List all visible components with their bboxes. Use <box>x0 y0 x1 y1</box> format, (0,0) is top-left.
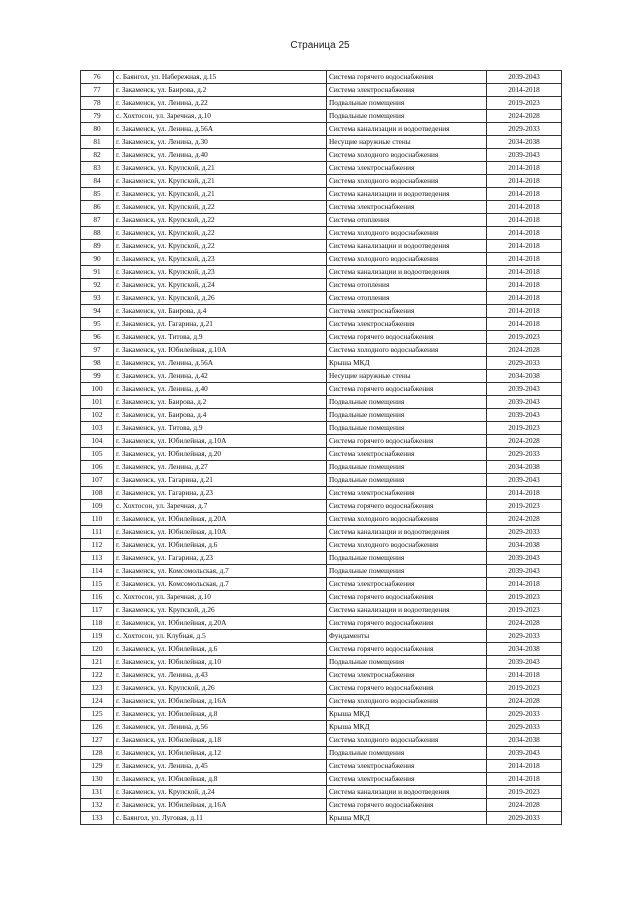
work-type-cell: Система горячего водоснабжения <box>327 682 487 695</box>
row-number-cell: 95 <box>81 318 114 331</box>
period-cell: 2024-2028 <box>487 435 562 448</box>
address-cell: г. Закаменск, ул. Крупской, д.22 <box>114 214 327 227</box>
address-cell: г. Закаменск, ул. Юбилейная, д.10А <box>114 526 327 539</box>
work-type-cell: Система электроснабжения <box>327 201 487 214</box>
work-type-cell: Система электроснабжения <box>327 305 487 318</box>
work-type-cell: Система канализации и водоотведения <box>327 786 487 799</box>
work-type-cell: Система электроснабжения <box>327 162 487 175</box>
row-number-cell: 123 <box>81 682 114 695</box>
table-row <box>81 487 562 500</box>
work-type-cell: Подвальные помещения <box>327 552 487 565</box>
table-row <box>81 214 562 227</box>
address-cell: г. Закаменск, ул. Юбилейная, д.18 <box>114 734 327 747</box>
period-cell: 2019-2023 <box>487 591 562 604</box>
address-cell: г. Закаменск, ул. Юбилейная, д.8 <box>114 773 327 786</box>
table-row <box>81 318 562 331</box>
address-cell: г. Закаменск, ул. Юбилейная, д.12 <box>114 747 327 760</box>
row-number-cell: 86 <box>81 201 114 214</box>
work-type-cell: Система отопления <box>327 214 487 227</box>
work-type-cell: Система горячего водоснабжения <box>327 799 487 812</box>
period-cell: 2029-2033 <box>487 123 562 136</box>
address-cell: г. Закаменск, ул. Юбилейная, д.10А <box>114 435 327 448</box>
address-cell: г. Закаменск, ул. Крупской, д.26 <box>114 604 327 617</box>
table-row <box>81 708 562 721</box>
address-cell: г. Закаменск, ул. Крупской, д.22 <box>114 227 327 240</box>
period-cell: 2024-2028 <box>487 695 562 708</box>
address-cell: г. Закаменск, ул. Комсомольская, д.7 <box>114 578 327 591</box>
work-type-cell: Система электроснабжения <box>327 448 487 461</box>
row-number-cell: 130 <box>81 773 114 786</box>
address-cell: г. Закаменск, ул. Юбилейная, д.6 <box>114 643 327 656</box>
address-cell: г. Закаменск, ул. Юбилейная, д.20А <box>114 617 327 630</box>
table-row <box>81 97 562 110</box>
row-number-cell: 102 <box>81 409 114 422</box>
work-type-cell: Система электроснабжения <box>327 487 487 500</box>
work-type-cell: Система холодного водоснабжения <box>327 734 487 747</box>
table-row <box>81 266 562 279</box>
period-cell: 2014-2018 <box>487 760 562 773</box>
row-number-cell: 106 <box>81 461 114 474</box>
row-number-cell: 87 <box>81 214 114 227</box>
address-cell: г. Закаменск, ул. Гагарина, д.23 <box>114 552 327 565</box>
work-type-cell: Подвальные помещения <box>327 396 487 409</box>
work-type-cell: Подвальные помещения <box>327 474 487 487</box>
row-number-cell: 126 <box>81 721 114 734</box>
period-cell: 2019-2023 <box>487 331 562 344</box>
table-row <box>81 552 562 565</box>
address-cell: г. Закаменск, ул. Ленина, д.43 <box>114 669 327 682</box>
row-number-cell: 133 <box>81 812 114 825</box>
table-row <box>81 201 562 214</box>
table-row <box>81 643 562 656</box>
address-cell: г. Закаменск, ул. Юбилейная, д.16А <box>114 695 327 708</box>
work-type-cell: Подвальные помещения <box>327 565 487 578</box>
work-type-cell: Система отопления <box>327 292 487 305</box>
table-row <box>81 578 562 591</box>
table-row <box>81 461 562 474</box>
period-cell: 2019-2023 <box>487 786 562 799</box>
row-number-cell: 104 <box>81 435 114 448</box>
period-cell: 2014-2018 <box>487 578 562 591</box>
address-cell: г. Закаменск, ул. Крупской, д.24 <box>114 279 327 292</box>
work-type-cell: Система холодного водоснабжения <box>327 175 487 188</box>
work-type-cell: Система электроснабжения <box>327 84 487 97</box>
table-row <box>81 747 562 760</box>
period-cell: 2014-2018 <box>487 305 562 318</box>
row-number-cell: 80 <box>81 123 114 136</box>
address-cell: г. Закаменск, ул. Ленина, д.22 <box>114 97 327 110</box>
address-cell: с. Хохтосон, ул. Заречная, д.10 <box>114 110 327 123</box>
period-cell: 2014-2018 <box>487 240 562 253</box>
address-cell: г. Закаменск, ул. Ленина, д.56А <box>114 357 327 370</box>
address-cell: г. Закаменск, ул. Комсомольская, д.7 <box>114 565 327 578</box>
period-cell: 2034-2038 <box>487 461 562 474</box>
table-row <box>81 656 562 669</box>
row-number-cell: 117 <box>81 604 114 617</box>
table-row <box>81 71 562 84</box>
work-type-cell: Система горячего водоснабжения <box>327 383 487 396</box>
work-type-cell: Система горячего водоснабжения <box>327 643 487 656</box>
table-row <box>81 396 562 409</box>
row-number-cell: 132 <box>81 799 114 812</box>
period-cell: 2024-2028 <box>487 110 562 123</box>
row-number-cell: 111 <box>81 526 114 539</box>
period-cell: 2019-2023 <box>487 97 562 110</box>
work-type-cell: Система канализации и водоотведения <box>327 123 487 136</box>
row-number-cell: 119 <box>81 630 114 643</box>
row-number-cell: 110 <box>81 513 114 526</box>
work-type-cell: Система горячего водоснабжения <box>327 71 487 84</box>
address-cell: г. Закаменск, ул. Ленина, д.56А <box>114 123 327 136</box>
row-number-cell: 82 <box>81 149 114 162</box>
work-type-cell: Система холодного водоснабжения <box>327 149 487 162</box>
table-row <box>81 188 562 201</box>
row-number-cell: 100 <box>81 383 114 396</box>
period-cell: 2014-2018 <box>487 84 562 97</box>
table-row <box>81 474 562 487</box>
address-cell: г. Закаменск, ул. Баирова, д.4 <box>114 409 327 422</box>
work-type-cell: Подвальные помещения <box>327 656 487 669</box>
period-cell: 2039-2043 <box>487 565 562 578</box>
address-cell: г. Закаменск, ул. Крупской, д.21 <box>114 162 327 175</box>
address-cell: г. Закаменск, ул. Титова, д.9 <box>114 331 327 344</box>
work-type-cell: Крыша МКД <box>327 357 487 370</box>
table-row <box>81 630 562 643</box>
row-number-cell: 129 <box>81 760 114 773</box>
work-type-cell: Несущие наружные стены <box>327 136 487 149</box>
period-cell: 2039-2043 <box>487 747 562 760</box>
address-cell: с. Баянгол, ул. Луговая, д.11 <box>114 812 327 825</box>
address-cell: г. Закаменск, ул. Крупской, д.21 <box>114 188 327 201</box>
table-row <box>81 175 562 188</box>
work-type-cell: Система холодного водоснабжения <box>327 253 487 266</box>
row-number-cell: 131 <box>81 786 114 799</box>
period-cell: 2034-2038 <box>487 136 562 149</box>
address-cell: г. Закаменск, ул. Юбилейная, д.10А <box>114 344 327 357</box>
work-type-cell: Подвальные помещения <box>327 422 487 435</box>
work-type-cell: Система электроснабжения <box>327 760 487 773</box>
work-type-cell: Фундаменты <box>327 630 487 643</box>
period-cell: 2019-2023 <box>487 500 562 513</box>
row-number-cell: 93 <box>81 292 114 305</box>
period-cell: 2039-2043 <box>487 409 562 422</box>
table-row <box>81 760 562 773</box>
row-number-cell: 97 <box>81 344 114 357</box>
table-row <box>81 279 562 292</box>
address-cell: г. Закаменск, ул. Крупской, д.23 <box>114 253 327 266</box>
row-number-cell: 103 <box>81 422 114 435</box>
period-cell: 2039-2043 <box>487 383 562 396</box>
period-cell: 2014-2018 <box>487 266 562 279</box>
period-cell: 2039-2043 <box>487 656 562 669</box>
address-cell: г. Закаменск, ул. Титова, д.9 <box>114 422 327 435</box>
address-cell: г. Закаменск, ул. Ленина, д.56 <box>114 721 327 734</box>
address-cell: г. Закаменск, ул. Гагарина, д.23 <box>114 487 327 500</box>
period-cell: 2024-2028 <box>487 344 562 357</box>
address-cell: г. Закаменск, ул. Крупской, д.24 <box>114 786 327 799</box>
row-number-cell: 76 <box>81 71 114 84</box>
address-cell: г. Закаменск, ул. Крупской, д.26 <box>114 682 327 695</box>
row-number-cell: 81 <box>81 136 114 149</box>
table-row <box>81 526 562 539</box>
period-cell: 2029-2033 <box>487 708 562 721</box>
period-cell: 2039-2043 <box>487 552 562 565</box>
row-number-cell: 113 <box>81 552 114 565</box>
work-type-cell: Система горячего водоснабжения <box>327 591 487 604</box>
table-row <box>81 84 562 97</box>
row-number-cell: 88 <box>81 227 114 240</box>
table-row <box>81 227 562 240</box>
period-cell: 2014-2018 <box>487 279 562 292</box>
table-row <box>81 617 562 630</box>
address-cell: г. Закаменск, ул. Юбилейная, д.16А <box>114 799 327 812</box>
table-row <box>81 591 562 604</box>
period-cell: 2014-2018 <box>487 669 562 682</box>
row-number-cell: 89 <box>81 240 114 253</box>
work-type-cell: Крыша МКД <box>327 721 487 734</box>
table-row <box>81 383 562 396</box>
period-cell: 2029-2033 <box>487 448 562 461</box>
work-type-cell: Система канализации и водоотведения <box>327 604 487 617</box>
table-row <box>81 331 562 344</box>
work-type-cell: Система канализации и водоотведения <box>327 188 487 201</box>
work-type-cell: Система холодного водоснабжения <box>327 539 487 552</box>
row-number-cell: 77 <box>81 84 114 97</box>
address-cell: г. Закаменск, ул. Ленина, д.42 <box>114 370 327 383</box>
address-cell: г. Закаменск, ул. Юбилейная, д.6 <box>114 539 327 552</box>
work-type-cell: Система электроснабжения <box>327 318 487 331</box>
period-cell: 2039-2043 <box>487 149 562 162</box>
work-type-cell: Система холодного водоснабжения <box>327 227 487 240</box>
address-cell: г. Закаменск, ул. Ленина, д.40 <box>114 149 327 162</box>
table-row <box>81 162 562 175</box>
work-type-cell: Система холодного водоснабжения <box>327 513 487 526</box>
table-row <box>81 539 562 552</box>
work-type-cell: Система горячего водоснабжения <box>327 435 487 448</box>
work-type-cell: Система горячего водоснабжения <box>327 331 487 344</box>
row-number-cell: 99 <box>81 370 114 383</box>
table-row <box>81 799 562 812</box>
address-cell: г. Закаменск, ул. Ленина, д.30 <box>114 136 327 149</box>
address-cell: г. Закаменск, ул. Гагарина, д.21 <box>114 318 327 331</box>
period-cell: 2014-2018 <box>487 175 562 188</box>
period-cell: 2034-2038 <box>487 643 562 656</box>
period-cell: 2034-2038 <box>487 734 562 747</box>
address-cell: г. Закаменск, ул. Юбилейная, д.20 <box>114 448 327 461</box>
row-number-cell: 125 <box>81 708 114 721</box>
table-row <box>81 773 562 786</box>
address-cell: г. Закаменск, ул. Баирова, д.4 <box>114 305 327 318</box>
table-row <box>81 721 562 734</box>
table-row <box>81 669 562 682</box>
period-cell: 2019-2023 <box>487 422 562 435</box>
table-row <box>81 513 562 526</box>
table-row <box>81 253 562 266</box>
address-cell: г. Закаменск, ул. Юбилейная, д.20А <box>114 513 327 526</box>
period-cell: 2019-2023 <box>487 604 562 617</box>
table-row <box>81 448 562 461</box>
work-type-cell: Подвальные помещения <box>327 409 487 422</box>
table-row <box>81 292 562 305</box>
address-cell: г. Закаменск, ул. Гагарина, д.21 <box>114 474 327 487</box>
period-cell: 2019-2023 <box>487 682 562 695</box>
address-cell: г. Закаменск, ул. Ленина, д.27 <box>114 461 327 474</box>
row-number-cell: 115 <box>81 578 114 591</box>
address-cell: г. Закаменск, ул. Юбилейная, д.8 <box>114 708 327 721</box>
table-row <box>81 812 562 825</box>
work-type-cell: Система электроснабжения <box>327 669 487 682</box>
table-row <box>81 136 562 149</box>
row-number-cell: 78 <box>81 97 114 110</box>
table-row <box>81 409 562 422</box>
period-cell: 2039-2043 <box>487 71 562 84</box>
table-row <box>81 695 562 708</box>
row-number-cell: 128 <box>81 747 114 760</box>
row-number-cell: 94 <box>81 305 114 318</box>
row-number-cell: 83 <box>81 162 114 175</box>
period-cell: 2014-2018 <box>487 773 562 786</box>
table-row <box>81 500 562 513</box>
row-number-cell: 90 <box>81 253 114 266</box>
address-cell: г. Закаменск, ул. Крупской, д.22 <box>114 240 327 253</box>
row-number-cell: 109 <box>81 500 114 513</box>
work-type-cell: Подвальные помещения <box>327 461 487 474</box>
table-row <box>81 370 562 383</box>
row-number-cell: 85 <box>81 188 114 201</box>
period-cell: 2024-2028 <box>487 799 562 812</box>
table-row <box>81 422 562 435</box>
period-cell: 2014-2018 <box>487 201 562 214</box>
work-type-cell: Подвальные помещения <box>327 747 487 760</box>
row-number-cell: 127 <box>81 734 114 747</box>
address-cell: с. Хохтосон, ул. Заречная, д.10 <box>114 591 327 604</box>
row-number-cell: 120 <box>81 643 114 656</box>
work-type-cell: Крыша МКД <box>327 812 487 825</box>
period-cell: 2039-2043 <box>487 474 562 487</box>
period-cell: 2014-2018 <box>487 292 562 305</box>
address-cell: г. Закаменск, ул. Ленина, д.40 <box>114 383 327 396</box>
work-type-cell: Система горячего водоснабжения <box>327 500 487 513</box>
address-cell: г. Закаменск, ул. Баирова, д.2 <box>114 396 327 409</box>
period-cell: 2014-2018 <box>487 487 562 500</box>
table-row <box>81 357 562 370</box>
table-row <box>81 110 562 123</box>
work-type-cell: Крыша МКД <box>327 708 487 721</box>
row-number-cell: 121 <box>81 656 114 669</box>
period-cell: 2029-2033 <box>487 812 562 825</box>
address-cell: г. Закаменск, ул. Крупской, д.21 <box>114 175 327 188</box>
table-row <box>81 435 562 448</box>
row-number-cell: 122 <box>81 669 114 682</box>
row-number-cell: 91 <box>81 266 114 279</box>
work-type-cell: Система отопления <box>327 279 487 292</box>
address-cell: г. Закаменск, ул. Ленина, д.45 <box>114 760 327 773</box>
table-row <box>81 565 562 578</box>
period-cell: 2029-2033 <box>487 630 562 643</box>
row-number-cell: 112 <box>81 539 114 552</box>
work-type-cell: Система холодного водоснабжения <box>327 695 487 708</box>
row-number-cell: 101 <box>81 396 114 409</box>
address-cell: г. Закаменск, ул. Юбилейная, д.10 <box>114 656 327 669</box>
row-number-cell: 108 <box>81 487 114 500</box>
row-number-cell: 118 <box>81 617 114 630</box>
table-row <box>81 123 562 136</box>
period-cell: 2029-2033 <box>487 721 562 734</box>
row-number-cell: 84 <box>81 175 114 188</box>
period-cell: 2024-2028 <box>487 513 562 526</box>
period-cell: 2029-2033 <box>487 526 562 539</box>
work-type-cell: Подвальные помещения <box>327 97 487 110</box>
period-cell: 2034-2038 <box>487 539 562 552</box>
row-number-cell: 98 <box>81 357 114 370</box>
page-number-label: Страница 25 <box>290 40 350 51</box>
table-row <box>81 682 562 695</box>
work-type-cell: Система канализации и водоотведения <box>327 526 487 539</box>
period-cell: 2014-2018 <box>487 188 562 201</box>
row-number-cell: 116 <box>81 591 114 604</box>
period-cell: 2029-2033 <box>487 357 562 370</box>
row-number-cell: 79 <box>81 110 114 123</box>
row-number-cell: 114 <box>81 565 114 578</box>
table-row <box>81 240 562 253</box>
address-cell: г. Закаменск, ул. Крупской, д.22 <box>114 201 327 214</box>
work-type-cell: Система канализации и водоотведения <box>327 240 487 253</box>
row-number-cell: 124 <box>81 695 114 708</box>
table-row <box>81 305 562 318</box>
table-row <box>81 734 562 747</box>
address-cell: г. Закаменск, ул. Баирова, д.2 <box>114 84 327 97</box>
period-cell: 2014-2018 <box>487 253 562 266</box>
row-number-cell: 107 <box>81 474 114 487</box>
address-cell: г. Закаменск, ул. Крупской, д.23 <box>114 266 327 279</box>
registry-table <box>80 70 562 825</box>
address-cell: с. Хохтосон, ул. Заречная, д.7 <box>114 500 327 513</box>
work-type-cell: Система горячего водоснабжения <box>327 617 487 630</box>
period-cell: 2014-2018 <box>487 162 562 175</box>
row-number-cell: 96 <box>81 331 114 344</box>
work-type-cell: Несущие наружные стены <box>327 370 487 383</box>
address-cell: с. Хохтосон, ул. Клубная, д.5 <box>114 630 327 643</box>
period-cell: 2024-2028 <box>487 617 562 630</box>
work-type-cell: Система холодного водоснабжения <box>327 344 487 357</box>
table-row <box>81 149 562 162</box>
work-type-cell: Система электроснабжения <box>327 578 487 591</box>
row-number-cell: 105 <box>81 448 114 461</box>
registry-table-body <box>81 71 562 825</box>
work-type-cell: Система канализации и водоотведения <box>327 266 487 279</box>
address-cell: с. Баянгол, ул. Набережная, д.15 <box>114 71 327 84</box>
period-cell: 2014-2018 <box>487 227 562 240</box>
work-type-cell: Система электроснабжения <box>327 773 487 786</box>
period-cell: 2034-2038 <box>487 370 562 383</box>
work-type-cell: Подвальные помещения <box>327 110 487 123</box>
period-cell: 2039-2043 <box>487 396 562 409</box>
table-row <box>81 604 562 617</box>
period-cell: 2014-2018 <box>487 318 562 331</box>
row-number-cell: 92 <box>81 279 114 292</box>
table-row <box>81 786 562 799</box>
table-row <box>81 344 562 357</box>
period-cell: 2014-2018 <box>487 214 562 227</box>
address-cell: г. Закаменск, ул. Крупской, д.26 <box>114 292 327 305</box>
